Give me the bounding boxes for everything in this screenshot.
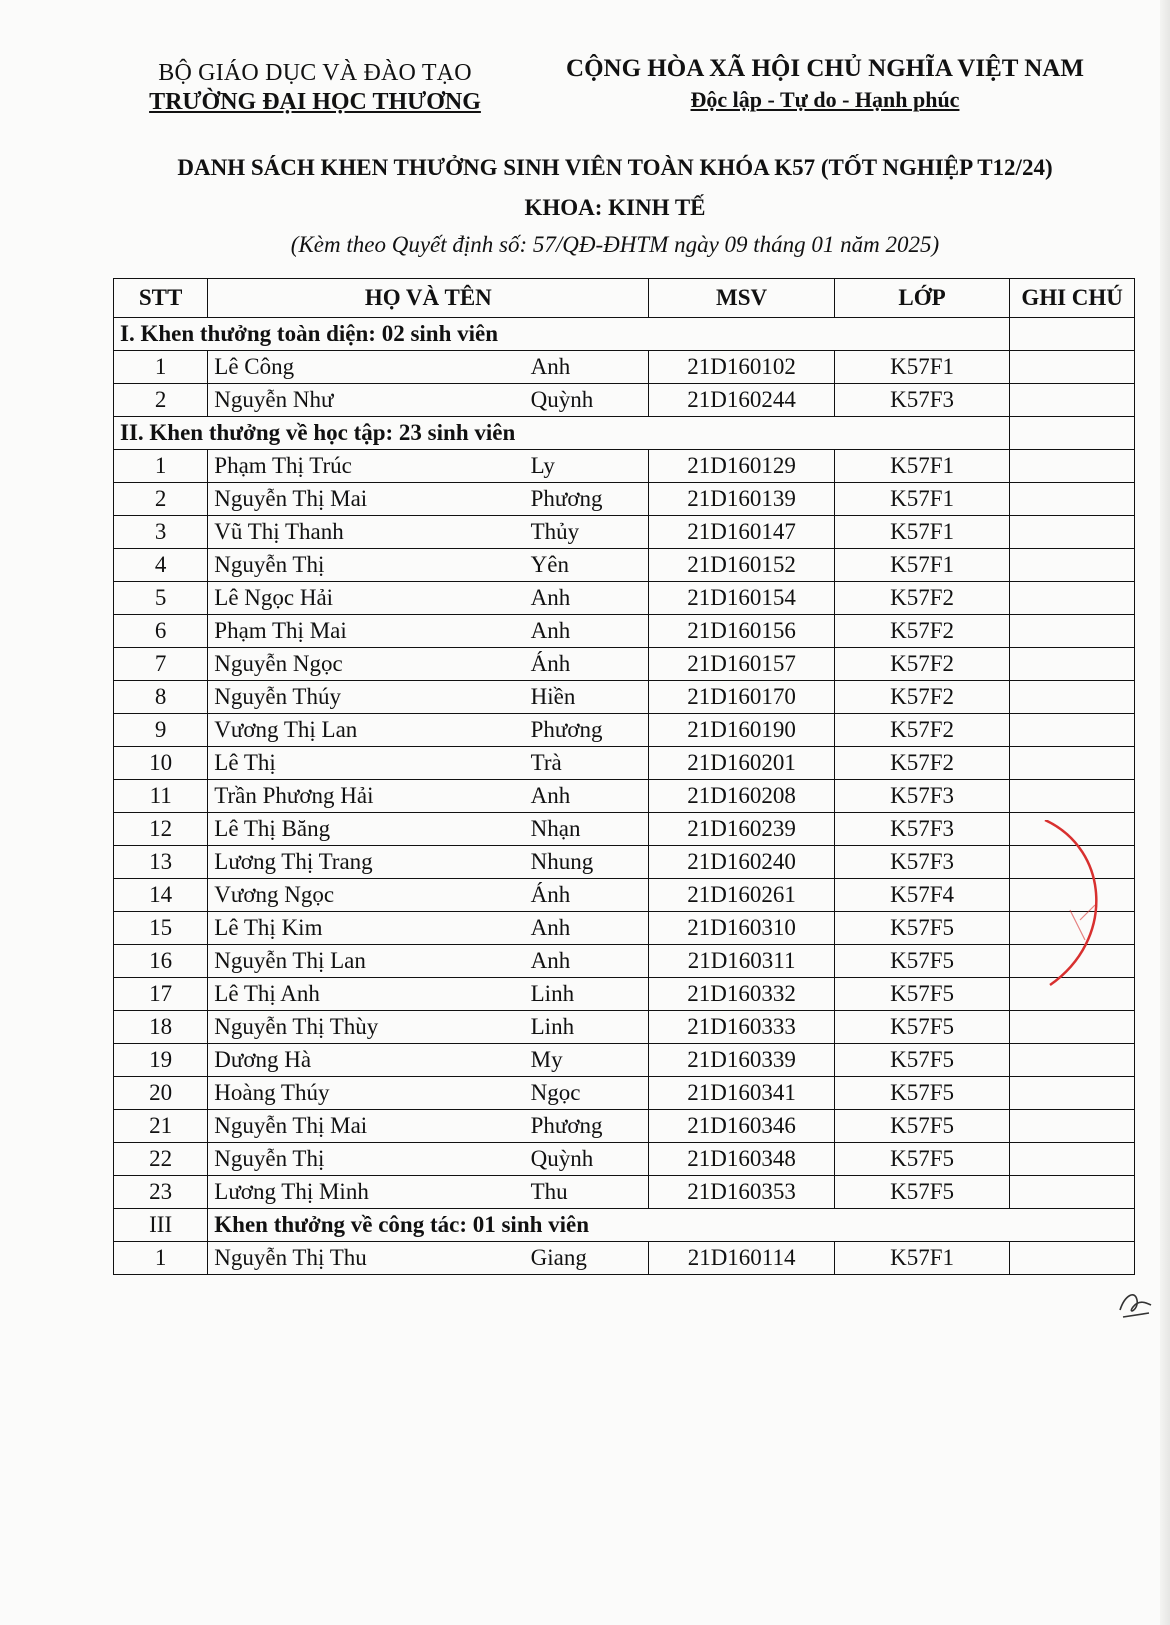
row-msv: 21D160353 [649,1176,835,1209]
row-name: Lê Công [208,351,525,384]
row-class: K57F5 [834,1077,1009,1110]
row-msv: 21D160208 [649,780,835,813]
row-name: Lương Thị Minh [208,1176,525,1209]
row-msv: 21D160129 [649,450,835,483]
table-row [114,846,1135,879]
row-note [1010,747,1135,780]
row-given-name: Ánh [525,648,649,681]
table-row [114,483,1135,516]
row-given-name: Nhạn [525,813,649,846]
table-row [114,714,1135,747]
stamp-arc [1045,820,1096,985]
row-given-name: Anh [525,945,649,978]
row-stt: 16 [114,945,208,978]
national-header [555,55,1095,113]
row-stt: 14 [114,879,208,912]
row-name: Lê Ngọc Hải [208,582,525,615]
table-row [114,780,1135,813]
row-class: K57F5 [834,978,1009,1011]
page-edge-shadow [1160,0,1170,1625]
row-stt: 5 [114,582,208,615]
section-number: III [114,1209,208,1242]
section-label: I. Khen thưởng toàn diện: 02 sinh viên [114,318,1010,351]
row-class: K57F1 [834,1242,1009,1275]
table-row [114,945,1135,978]
row-msv: 21D160102 [649,351,835,384]
document-title: DANH SÁCH KHEN THƯỞNG SINH VIÊN TOÀN KHÓA K57 (TỐT NGHIỆP T12/24) [177,155,1053,180]
row-msv: 21D160244 [649,384,835,417]
table-row [114,648,1135,681]
row-given-name: Phương [525,1110,649,1143]
row-note [1010,384,1135,417]
table-row [114,1011,1135,1044]
row-note [1010,615,1135,648]
table-row [114,978,1135,1011]
row-class: K57F1 [834,351,1009,384]
row-stt: 17 [114,978,208,1011]
row-given-name: Ngọc [525,1077,649,1110]
initial-signature [1115,1285,1155,1325]
section-note-cell [1010,417,1135,450]
col-note: GHI CHÚ [1010,279,1135,318]
row-msv: 21D160240 [649,846,835,879]
col-name: HỌ VÀ TÊN [208,279,649,318]
col-msv: MSV [649,279,835,318]
row-given-name: Anh [525,582,649,615]
row-msv: 21D160348 [649,1143,835,1176]
row-msv: 21D160147 [649,516,835,549]
row-class: K57F2 [834,582,1009,615]
row-stt: 18 [114,1011,208,1044]
row-name: Dương Hà [208,1044,525,1077]
row-given-name: Anh [525,912,649,945]
row-given-name: Trà [525,747,649,780]
row-name: Nguyễn Thúy [208,681,525,714]
table-row [114,615,1135,648]
section-row [114,1209,1135,1242]
row-note [1010,648,1135,681]
row-name: Nguyễn Thị Mai [208,1110,525,1143]
row-msv: 21D160139 [649,483,835,516]
row-note [1010,516,1135,549]
row-class: K57F3 [834,846,1009,879]
row-note [1010,1176,1135,1209]
row-msv: 21D160152 [649,549,835,582]
row-stt: 8 [114,681,208,714]
section-label: II. Khen thưởng về học tập: 23 sinh viên [114,417,1010,450]
ministry-header [135,60,495,116]
table-header-row [114,279,1135,318]
row-given-name: Anh [525,780,649,813]
row-class: K57F1 [834,483,1009,516]
table-row [114,384,1135,417]
row-name: Hoàng Thúy [208,1077,525,1110]
national-motto: Độc lập - Tự do - Hạnh phúc [690,87,960,112]
row-given-name: Quỳnh [525,384,649,417]
row-class: K57F2 [834,714,1009,747]
row-name: Vương Ngọc [208,879,525,912]
row-class: K57F5 [834,1110,1009,1143]
row-class: K57F2 [834,747,1009,780]
row-note [1010,582,1135,615]
red-stamp-mark [1040,820,1120,990]
row-given-name: Hiền [525,681,649,714]
row-msv: 21D160310 [649,912,835,945]
row-name: Lê Thị Anh [208,978,525,1011]
section-row [114,417,1135,450]
row-msv: 21D160170 [649,681,835,714]
row-class: K57F1 [834,450,1009,483]
row-msv: 21D160341 [649,1077,835,1110]
school-name: TRƯỜNG ĐẠI HỌC THƯƠNG [149,89,481,115]
row-given-name: Ly [525,450,649,483]
row-stt: 22 [114,1143,208,1176]
row-stt: 21 [114,1110,208,1143]
row-name: Nguyễn Thị [208,549,525,582]
row-name: Nguyễn Như [208,384,525,417]
row-note [1010,1242,1135,1275]
row-class: K57F5 [834,945,1009,978]
row-name: Trần Phương Hải [208,780,525,813]
row-stt: 4 [114,549,208,582]
row-given-name: Linh [525,1011,649,1044]
table-body [114,318,1135,1275]
table-row [114,1044,1135,1077]
row-note [1010,1143,1135,1176]
row-stt: 19 [114,1044,208,1077]
table-row [114,516,1135,549]
row-given-name: Phương [525,714,649,747]
row-msv: 21D160346 [649,1110,835,1143]
row-class: K57F5 [834,1011,1009,1044]
row-given-name: Nhung [525,846,649,879]
row-note [1010,549,1135,582]
table-row [114,1143,1135,1176]
row-stt: 1 [114,351,208,384]
row-name: Lê Thị Kim [208,912,525,945]
table-row [114,879,1135,912]
row-class: K57F1 [834,549,1009,582]
row-note [1010,1110,1135,1143]
row-note [1010,450,1135,483]
row-note [1010,714,1135,747]
section-note-cell [1010,318,1135,351]
row-stt: 2 [114,384,208,417]
row-given-name: Thủy [525,516,649,549]
table-row [114,582,1135,615]
row-msv: 21D160311 [649,945,835,978]
row-msv: 21D160261 [649,879,835,912]
row-note [1010,1011,1135,1044]
row-given-name: Phương [525,483,649,516]
row-stt: 2 [114,483,208,516]
row-class: K57F3 [834,384,1009,417]
row-given-name: Anh [525,351,649,384]
row-class: K57F5 [834,1143,1009,1176]
table-row [114,1110,1135,1143]
table-row [114,813,1135,846]
table-row [114,1176,1135,1209]
row-given-name: My [525,1044,649,1077]
row-note [1010,1077,1135,1110]
row-note [1010,351,1135,384]
row-msv: 21D160332 [649,978,835,1011]
col-stt: STT [114,279,208,318]
row-name: Nguyễn Ngọc [208,648,525,681]
row-msv: 21D160239 [649,813,835,846]
row-note [1010,483,1135,516]
row-class: K57F1 [834,516,1009,549]
table-row [114,450,1135,483]
table-row [114,681,1135,714]
row-stt: 15 [114,912,208,945]
row-stt: 3 [114,516,208,549]
row-name: Nguyễn Thị Mai [208,483,525,516]
row-stt: 20 [114,1077,208,1110]
faculty-name: KHOA: KINH TẾ [524,195,706,220]
row-stt: 1 [114,1242,208,1275]
row-given-name: Thu [525,1176,649,1209]
row-name: Vũ Thị Thanh [208,516,525,549]
row-class: K57F5 [834,912,1009,945]
row-name: Nguyễn Thị [208,1143,525,1176]
section-row [114,318,1135,351]
row-given-name: Yên [525,549,649,582]
row-name: Phạm Thị Trúc [208,450,525,483]
row-name: Lê Thị [208,747,525,780]
table-row [114,549,1135,582]
row-stt: 6 [114,615,208,648]
table-row [114,1242,1135,1275]
row-note [1010,681,1135,714]
row-given-name: Anh [525,615,649,648]
ministry-name: BỘ GIÁO DỤC VÀ ĐÀO TẠO [158,60,472,86]
award-table [113,278,1135,1275]
row-name: Phạm Thị Mai [208,615,525,648]
row-stt: 1 [114,450,208,483]
republic-name: CỘNG HÒA XÃ HỘI CHỦ NGHĨA VIỆT NAM [566,55,1084,82]
row-msv: 21D160114 [649,1242,835,1275]
decision-reference: (Kèm theo Quyết định số: 57/QĐ-ĐHTM ngày 09 tháng 01 năm 2025) [290,232,940,257]
row-class: K57F3 [834,813,1009,846]
row-stt: 11 [114,780,208,813]
row-name: Vương Thị Lan [208,714,525,747]
row-stt: 12 [114,813,208,846]
row-given-name: Giang [525,1242,649,1275]
row-given-name: Quỳnh [525,1143,649,1176]
row-msv: 21D160156 [649,615,835,648]
row-note [1010,1044,1135,1077]
col-class: LỚP [834,279,1009,318]
row-msv: 21D160157 [649,648,835,681]
row-msv: 21D160333 [649,1011,835,1044]
row-class: K57F2 [834,615,1009,648]
row-msv: 21D160339 [649,1044,835,1077]
row-stt: 7 [114,648,208,681]
row-name: Nguyễn Thị Lan [208,945,525,978]
row-name: Lê Thị Băng [208,813,525,846]
row-class: K57F5 [834,1044,1009,1077]
table-row [114,912,1135,945]
row-msv: 21D160190 [649,714,835,747]
table-row [114,351,1135,384]
row-stt: 23 [114,1176,208,1209]
row-class: K57F5 [834,1176,1009,1209]
row-name: Nguyễn Thị Thùy [208,1011,525,1044]
row-msv: 21D160154 [649,582,835,615]
row-stt: 9 [114,714,208,747]
row-class: K57F3 [834,780,1009,813]
table-row [114,747,1135,780]
section-label: Khen thưởng về công tác: 01 sinh viên [208,1209,1135,1242]
row-stt: 10 [114,747,208,780]
table-row [114,1077,1135,1110]
row-name: Lương Thị Trang [208,846,525,879]
row-given-name: Ánh [525,879,649,912]
row-stt: 13 [114,846,208,879]
row-class: K57F4 [834,879,1009,912]
row-msv: 21D160201 [649,747,835,780]
row-class: K57F2 [834,648,1009,681]
row-note [1010,780,1135,813]
row-class: K57F2 [834,681,1009,714]
row-given-name: Linh [525,978,649,1011]
row-name: Nguyễn Thị Thu [208,1242,525,1275]
